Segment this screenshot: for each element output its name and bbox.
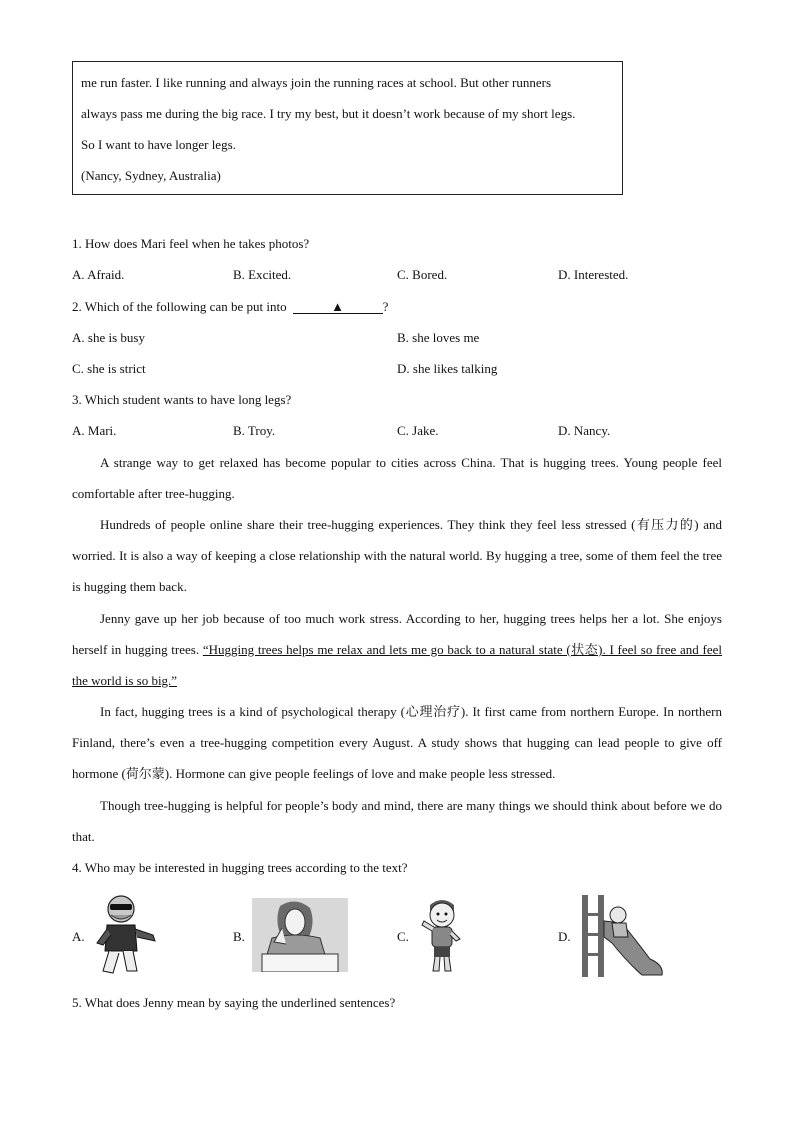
q3-option-c: C. Jake. (397, 423, 439, 438)
passage-paragraph-4: In fact, hugging trees is a kind of psychological therapy (心理治疗). It first came from northern Europe. In northern Finland, there’s even a tree-hugging competition every August. A study shows that hugging can lead people to give off hormone (荷尔蒙). Hormone can give people feelings of love and make people less stressed. (72, 704, 722, 781)
box-line: So I want to have longer legs. (81, 137, 236, 152)
q4-option-d: D. (558, 929, 571, 944)
box-line: always pass me during the big race. I try my best, but it doesn’t work because of my short legs. (81, 106, 576, 121)
passage-paragraph-3 (72, 603, 722, 696)
box-line: me run faster. I like running and always join the running races at school. But other runners (81, 75, 552, 90)
box-line: (Nancy, Sydney, Australia) (81, 168, 221, 183)
reading-box (72, 61, 623, 195)
child-on-slide-image (578, 893, 668, 979)
q2-option-a: A. she is busy (72, 330, 145, 345)
question-5-stem: 5. What does Jenny mean by saying the underlined sentences? (72, 995, 396, 1010)
q3-option-a: A. Mari. (72, 423, 117, 438)
q2-option-b: B. she loves me (397, 330, 480, 345)
passage-paragraph-2: Hundreds of people online share their tree-hugging experiences. They think they feel less stressed (有压力的) and worried. It is also a way of keeping a close relationship with the natural world. By hugging a tree, some of them feel the tree is hugging them back. (72, 517, 722, 594)
q1-option-c: C. Bored. (397, 267, 448, 282)
q4-option-c: C. (397, 929, 409, 944)
question-3-stem: 3. Which student wants to have long legs? (72, 392, 292, 407)
q2-option-c: C. she is strict (72, 361, 146, 376)
q1-option-d: D. Interested. (558, 267, 629, 282)
q2-blank: ▲ (293, 301, 383, 314)
q2-stem-text: 2. Which of the following can be put into (72, 299, 287, 314)
question-1-stem: 1. How does Mari feel when he takes photos? (72, 236, 310, 251)
p3-text: Jenny gave up her job because of too much work stress. According to her, hugging trees helps her a lot. She enjoys herself in hugging trees. (72, 611, 722, 657)
stressed-woman-image (252, 898, 348, 972)
question-2-stem (72, 299, 388, 315)
q3-option-b: B. Troy. (233, 423, 276, 438)
q1-option-b: B. Excited. (233, 267, 292, 282)
old-man-sunglasses-image (93, 893, 161, 975)
q2-option-d: D. she likes talking (397, 361, 498, 376)
passage-paragraph-1: A strange way to get relaxed has become popular to cities across China. That is hugging trees. Young people feel comfortable after tree-hugging. (72, 455, 722, 501)
passage-paragraph-5: Though tree-hugging is helpful for people’s body and mind, there are many things we should think about before we do that. (72, 798, 722, 844)
q3-option-d: D. Nancy. (558, 423, 611, 438)
happy-boy-image (420, 895, 464, 975)
question-4-stem: 4. Who may be interested in hugging trees according to the text? (72, 860, 408, 875)
q4-option-b: B. (233, 929, 245, 944)
q4-option-a: A. (72, 929, 85, 944)
q2-stem-end: ? (382, 299, 389, 314)
q1-option-a: A. Afraid. (72, 267, 125, 282)
underlined-quote: “Hugging trees helps me relax and lets me go back to a natural state (状态). I feel so free and feel the world is so big.” (72, 642, 722, 688)
